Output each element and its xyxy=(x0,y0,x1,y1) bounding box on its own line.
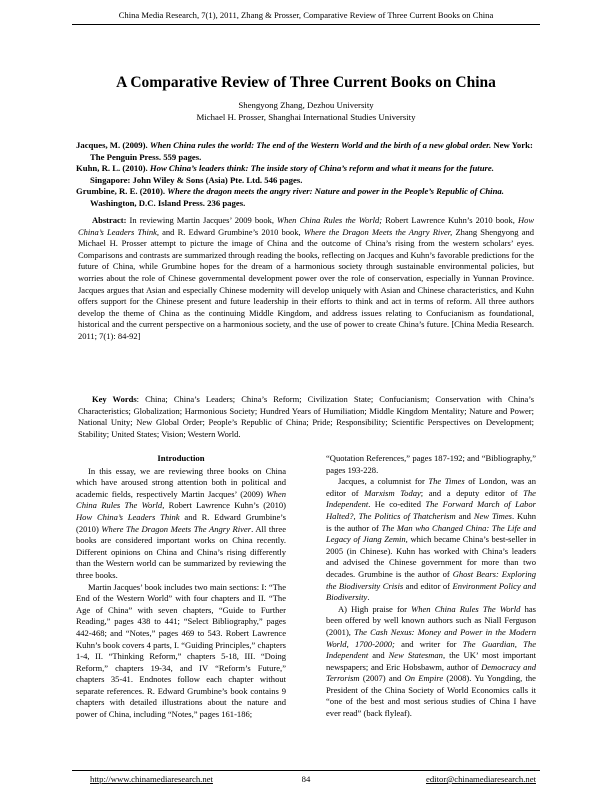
keywords: Key Words: China; China’s Leaders; China’s Reform; Civilization State; Confucianism; Conservation with China’s Characteristics; Globalization; Harmonious Society; Hundred Years of Humiliation; Middle Kingdom Mentality; Nature and Power; National Unity; New Global Order; People’s Republic of China; Pride; Responsibility; Scientific Perspectives on Development; Stability; United States; Vision; Western World. xyxy=(78,394,534,439)
body-paragraph: A) High praise for When China Rules The World has been offered by well known authors such as Niall Ferguson (2001), The Cash Nexus: Money and Power in the Modern World, 1700-2000; and writer for The Guardian, The Independent and New Statesman, the UK’ most important newspapers; and Eric Hobsbawm, author of Democracy and Terrorism (2007) and On Empire (2008). Yu Yongding, the President of the China Society of World Economics calls it “one of the best and most serious studies of China I have ever read” (back flyleaf). xyxy=(326,603,537,719)
author-line-1: Shengyong Zhang, Dezhou University xyxy=(238,100,374,110)
page-footer xyxy=(72,770,540,786)
body-paragraph: In this essay, we are reviewing three books on China which have aroused strong attention both in political and academic fields, respectively Martin Jacques’ (2009) When China Rules The World, Robert Lawrence Kuhn’s (2010) How China’s Leaders Think and R. Edward Grumbine’s (2010) Where The Dragon Meets The Angry River. All three books are considered important works on China recently. Different opinions on China and China’s rising differently than the Western world can be summarized by reviewing the three books. xyxy=(76,465,286,580)
author-line-2: Michael H. Prosser, Shanghai International Studies University xyxy=(196,112,416,122)
footer-email-link[interactable]: editor@chinamediaresearch.net xyxy=(425,774,536,784)
reference-kuhn: Kuhn, R. L. (2010). How China’s leaders think: The inside story of China’s reform and what it means for the future. Singapore: John Wiley & Sons (Asia) Pte. Ltd. 546 pages. xyxy=(76,163,494,185)
footer-website-link[interactable]: http://www.chinamediaresearch.net xyxy=(90,774,213,784)
paper-title: A Comparative Review of Three Current Books on China xyxy=(116,74,496,91)
reference-jacques: Jacques, M. (2009). When China rules the world: The end of the Western World and the birth of a new global order. New York: The Penguin Press. 559 pages. xyxy=(76,140,533,162)
keywords-label: Key Words xyxy=(92,394,137,404)
reference-grumbine: Grumbine, R. E. (2010). Where the dragon meets the angry river: Nature and power in the People’s Republic of China. Washington, D.C. Island Press. 236 pages. xyxy=(76,186,504,208)
section-heading-introduction: Introduction xyxy=(157,453,205,463)
author-block xyxy=(72,99,540,123)
body-column-left xyxy=(76,453,286,721)
body-paragraph: Martin Jacques’ book includes two main sections: I: “The End of the Western World” with four chapters and II. “The Age of China” with seven chapters, “Guide to Further Reading,” pages 438 to 441; “Select Bibliography,” pages 442-468; and “Notes,” pages 469 to 543. Robert Lawrence Kuhn’s book covers 4 parts, I. “Guiding Principles,” chapters 1-4, II. “Thinking Reform,” chapters 5-18, III. “Doing Reform,” chapters 19-34, and IV “Reform’s Future,” chapters 35-41. Endnotes follow each chapter without separate references. R. Edward Grumbine’s book contains 9 chapters with detailed illustrations about the nature and power of China, including “Notes,” pages 161-186; xyxy=(76,581,286,720)
page-number: 84 xyxy=(301,774,311,784)
abstract: Abstract: In reviewing Martin Jacques’ 2009 book, When China Rules the World; Robert Lawrence Kuhn’s 2010 book, How China’s Leaders Think, and R. Edward Grumbine’s 2010 book, Where the Dragon Meets the Angry River, Zhang Shengyong and Michael H. Prosser attempt to picture the image of China and the outcome of China’s rising from the western scholars’ eyes. Comparisons and contrasts are summarized through reading the books, reflecting on Jacques and Kuhn’s favorable predictions for the future of China, while Grumbine hopes for the dream of a harmonious society through sustainable environmental policies, but worries about the role of Chinese governmental development power over the role of conservation, especially in Yunnan Province. Jacques argues that Asian and especially Chinese modernity will develop uniquely with Asian and Chinese characteristics, and Kuhn offers support for the Chinese present and future leadership in their efforts to think and act in terms of reform. All three authors develop the theme of China as the continuing Middle Kingdom, and address issues relating to Confucianism as foundational, historical and the current perspective on a harmonious society, and the use of power to create China’s future. [China Media Research. 2011; 7(1): 84-92] xyxy=(78,215,535,341)
reviewed-books-list xyxy=(76,140,536,210)
body-column-right xyxy=(326,453,536,720)
running-header: China Media Research, 7(1), 2011, Zhang & Prosser, Comparative Review of Three Current Books on China xyxy=(72,10,540,25)
body-paragraph: Jacques, a columnist for The Times of London, was an editor of Marxism Today; and a deputy editor of The Independent. He co-edited The Forward March of Labor Halted?, The Politics of Thatcherism and New Times. Kuhn is the author of The Man who Changed China: The Life and Legacy of Jiang Zemin, which became China’s best-seller in 2005 (in Chinese). Kuhn has worked with China’s leaders and advised the Chinese government for more than two decades. Grumbine is the author of Ghost Bears: Exploring the Biodiversity Crisis and editor of Environment Policy and Biodiversity. xyxy=(326,476,537,603)
abstract-label: Abstract: xyxy=(92,215,127,225)
body-paragraph: “Quotation References,” pages 187-192; and “Bibliography,” pages 193-228. xyxy=(326,453,536,475)
